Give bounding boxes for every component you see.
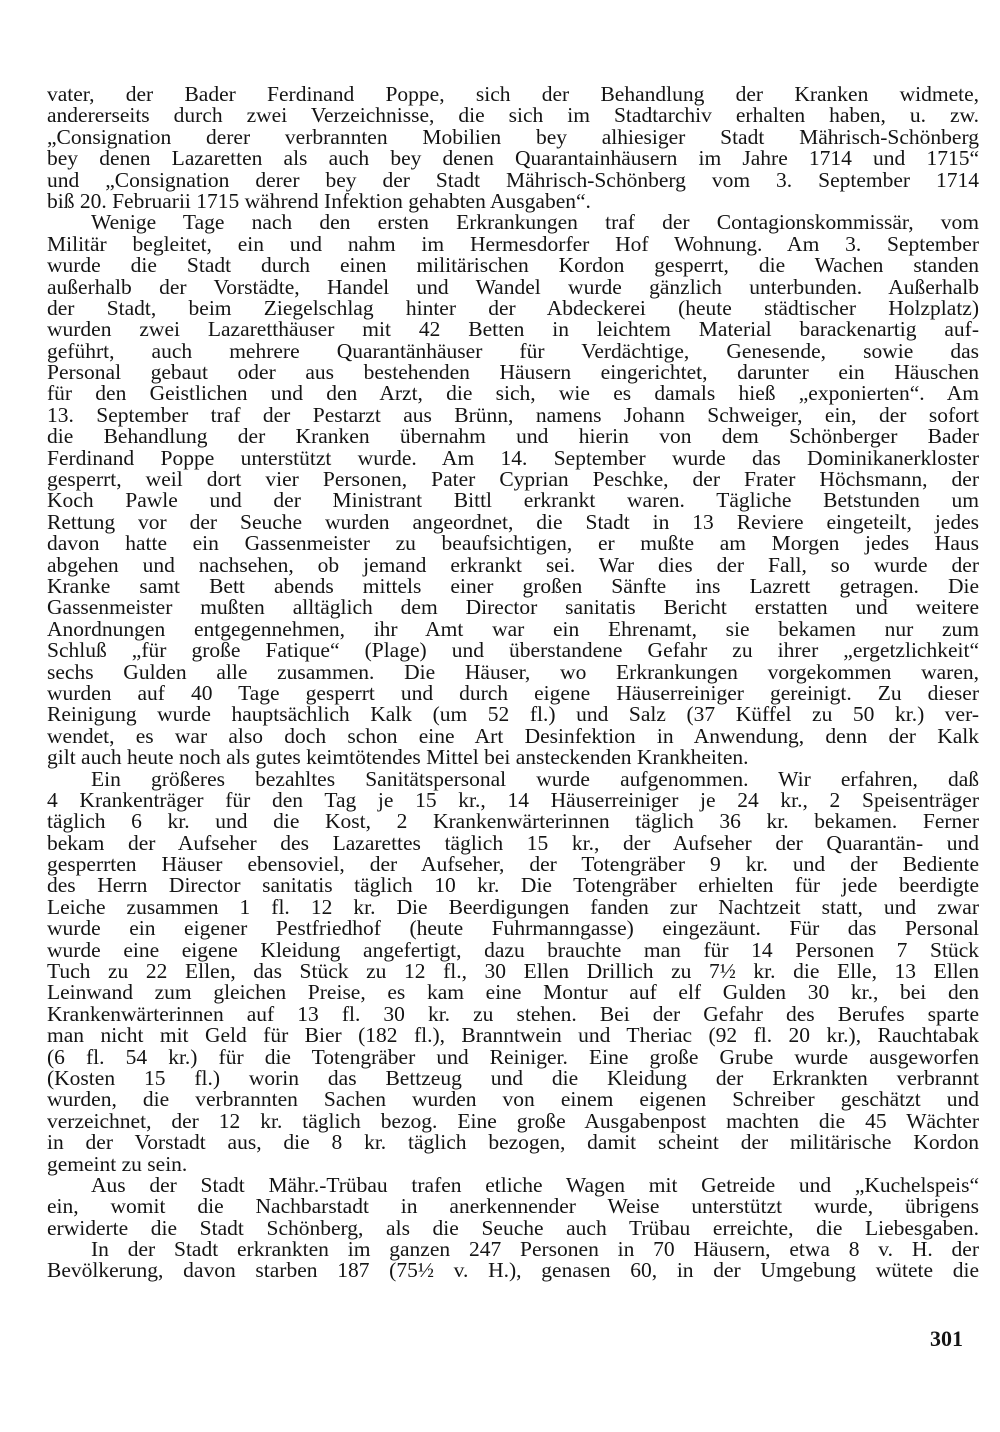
text-line: außerhalb der Vorstädte, Handel und Wandel wurde gänzlich unterbunden. Außerhalb [47, 274, 979, 299]
text-line: andererseits durch zwei Verzeichnisse, die sich im Stadtarchiv erhalten haben, u. zw. [47, 103, 979, 128]
text-line: davon hatte ein Gassenmeister zu beaufsichtigen, er mußte am Morgen jedes Haus [47, 531, 979, 556]
text-line: bekam der Aufseher des Lazarettes täglich 15 kr., der Aufseher der Quarantän- und [47, 830, 979, 855]
text-line: Schluß „für große Fatique“ (Plage) und überstandene Gefahr zu ihrer „ergetzlichkeit“ [47, 638, 979, 663]
text-line: (Kosten 15 fl.) worin das Bettzeug und die Kleidung der Erkrankten verbrannt [47, 1065, 979, 1090]
text-line: wurden, die verbrannten Sachen wurden von einem eigenen Schreiber geschätzt und [47, 1087, 979, 1112]
text-line: Anordnungen entgegennehmen, ihr Amt war ein Ehrenamt, sie bekamen nur zum [47, 616, 979, 641]
text-line: Aus der Stadt Mähr.-Trübau trafen etliche Wagen mit Getreide und „Kuchelspeis“ [91, 1172, 979, 1197]
text-line: (6 fl. 54 kr.) für die Totengräber und Reiniger. Eine große Grube wurde ausgeworfen [47, 1044, 979, 1069]
text-line: ein, womit die Nachbarstadt in anerkennender Weise unterstützt wurde, übrigens [47, 1194, 979, 1219]
text-line: für den Geistlichen und den Arzt, die sich, wie es damals hieß „exponierten“. Am [47, 381, 979, 406]
text-line: gilt auch heute noch als gutes keimtötendes Mittel bei ansteckenden Krankheiten. [47, 745, 749, 770]
text-line: In der Stadt erkrankten im ganzen 247 Personen in 70 Häusern, etwa 8 v. H. der [91, 1237, 979, 1262]
text-line: man nicht mit Geld für Bier (182 fl.), Branntwein und Theriac (92 fl. 20 kr.), Rauchtabak [47, 1023, 979, 1048]
text-line: und „Consignation derer bey der Stadt Mährisch-Schönberg vom 3. September 1714 [47, 167, 979, 192]
paragraph [47, 212, 979, 768]
text-line: der Stadt, beim Ziegelschlag hinter der Abdeckerei (heute städtischer Holzplatz) [47, 295, 979, 320]
text-line: Koch Pawle und der Ministrant Bittl erkrankt waren. Tägliche Betstunden um [47, 488, 979, 513]
text-line: biß 20. Februarii 1715 während Infektion gehabten Ausgaben“. [47, 188, 591, 213]
text-line: wurde die Stadt durch einen militärischen Kordon gesperrt, die Wachen standen [47, 253, 979, 278]
text-line: Kranke samt Bett abends mittels einer großen Sänfte ins Lazrett getragen. Die [47, 573, 979, 598]
text-line: Krankenwärterinnen auf 13 fl. 30 kr. zu stehen. Bei der Gefahr des Berufes sparte [47, 1001, 979, 1026]
text-line: wurden zwei Lazaretthäuser mit 42 Betten in leichtem Material barackenartig auf- [47, 317, 979, 342]
text-line: wendet, es war also doch schon eine Art Desinfektion in Anwendung, denn der Kalk [47, 723, 979, 748]
text-line: Ferdinand Poppe unterstützt wurde. Am 14. September wurde das Dominikanerkloster [47, 445, 979, 470]
text-line: 13. September traf der Pestarzt aus Brünn, namens Johann Schweiger, ein, der sofort [47, 402, 979, 427]
text-line: Reinigung wurde hauptsächlich Kalk (um 52 fl.) und Salz (37 Küffel zu 50 kr.) ver- [47, 702, 979, 727]
text-line: geführt, auch mehrere Quarantänhäuser für Verdächtige, Genesende, sowie das [47, 338, 979, 363]
text-line: erwiderte die Stadt Schönberg, als die Seuche auch Trübau erreichte, die Liebesgaben. [47, 1215, 979, 1240]
text-line: Tuch zu 22 Ellen, das Stück zu 12 fl., 30 Ellen Drillich zu 7½ kr. die Elle, 13 Ellen [47, 959, 979, 984]
paragraph [47, 1172, 979, 1240]
page-number: 301 [930, 1326, 963, 1351]
text-line: Militär begleitet, ein und nahm im Hermesdorfer Hof Wohnung. Am 3. September [47, 231, 979, 256]
text-line: Wenige Tage nach den ersten Erkrankungen traf der Contagionskommissär, vom [91, 210, 979, 235]
text-line: Leiche zusammen 1 fl. 12 kr. Die Beerdigungen fanden zur Nachtzeit statt, und zwar [47, 894, 979, 919]
text-line: die Behandlung der Kranken übernahm und hierin von dem Schönberger Bader [47, 424, 979, 449]
text-line: Rettung vor der Seuche wurden angeordnet, die Stadt in 13 Reviere eingeteilt, jedes [47, 509, 979, 534]
text-line: gemeint zu sein. [47, 1151, 188, 1176]
text-line: in der Vorstadt aus, die 8 kr. täglich bezogen, damit scheint der militärische Kordon [47, 1130, 979, 1155]
text-line: täglich 6 kr. und die Kost, 2 Krankenwärterinnen täglich 36 kr. bekamen. Ferner [47, 809, 979, 834]
text-line: wurden auf 40 Tage gesperrt und durch eigene Häuserreiniger gereinigt. Zu dieser [47, 680, 979, 705]
text-line: wurde ein eigener Pestfriedhof (heute Fuhrmanngasse) eingezäunt. Für das Personal [47, 916, 979, 941]
text-line: Leinwand zum gleichen Preise, es kam eine Montur auf elf Gulden 30 kr., bei den [47, 980, 979, 1005]
text-line: Ein größeres bezahltes Sanitätspersonal wurde aufgenommen. Wir erfahren, daß [91, 766, 979, 791]
page-body-text [47, 84, 979, 1282]
paragraph [47, 84, 979, 212]
text-line: abgehen und nachsehen, ob jemand erkrankt sei. War dies der Fall, so wurde der [47, 552, 979, 577]
text-line: verzeichnet, der 12 kr. täglich bezog. Eine große Ausgabenpost machten die 45 Wächter [47, 1108, 979, 1133]
text-line: sechs Gulden alle zusammen. Die Häuser, wo Erkrankungen vorgekommen waren, [47, 659, 979, 684]
text-line: Personal gebaut oder aus bestehenden Häusern eingerichtet, darunter ein Häuschen [47, 360, 979, 385]
text-line: wurde eine eigene Kleidung angefertigt, dazu brauchte man für 14 Personen 7 Stück [47, 937, 979, 962]
text-line: gesperrt, weil dort vier Personen, Pater Cyprian Peschke, der Frater Höchsmann, der [47, 467, 979, 492]
text-line: Bevölkerung, davon starben 187 (75½ v. H.), genasen 60, in der Umgebung wütete die [47, 1258, 979, 1283]
paragraph [47, 766, 979, 1176]
paragraph [47, 1239, 979, 1282]
text-line: „Consignation derer verbrannten Mobilien bey alhiesiger Stadt Mährisch-Schönberg [47, 124, 979, 149]
text-line: Gassenmeister mußten alltäglich dem Director sanitatis Bericht erstatten und weitere [47, 595, 979, 620]
text-line: gesperrten Häuser ebensoviel, der Aufseher, der Totengräber 9 kr. und der Bediente [47, 852, 979, 877]
text-line: des Herrn Director sanitatis täglich 10 kr. Die Totengräber erhielten für jede beerdigte [47, 873, 979, 898]
text-line: vater, der Bader Ferdinand Poppe, sich der Behandlung der Kranken widmete, [47, 82, 979, 106]
text-line: 4 Krankenträger für den Tag je 15 kr., 14 Häuserreiniger je 24 kr., 2 Speisenträger [47, 787, 979, 812]
text-line: bey denen Lazaretten als auch bey denen Quarantainhäusern im Jahre 1714 und 1715“ [47, 146, 979, 171]
